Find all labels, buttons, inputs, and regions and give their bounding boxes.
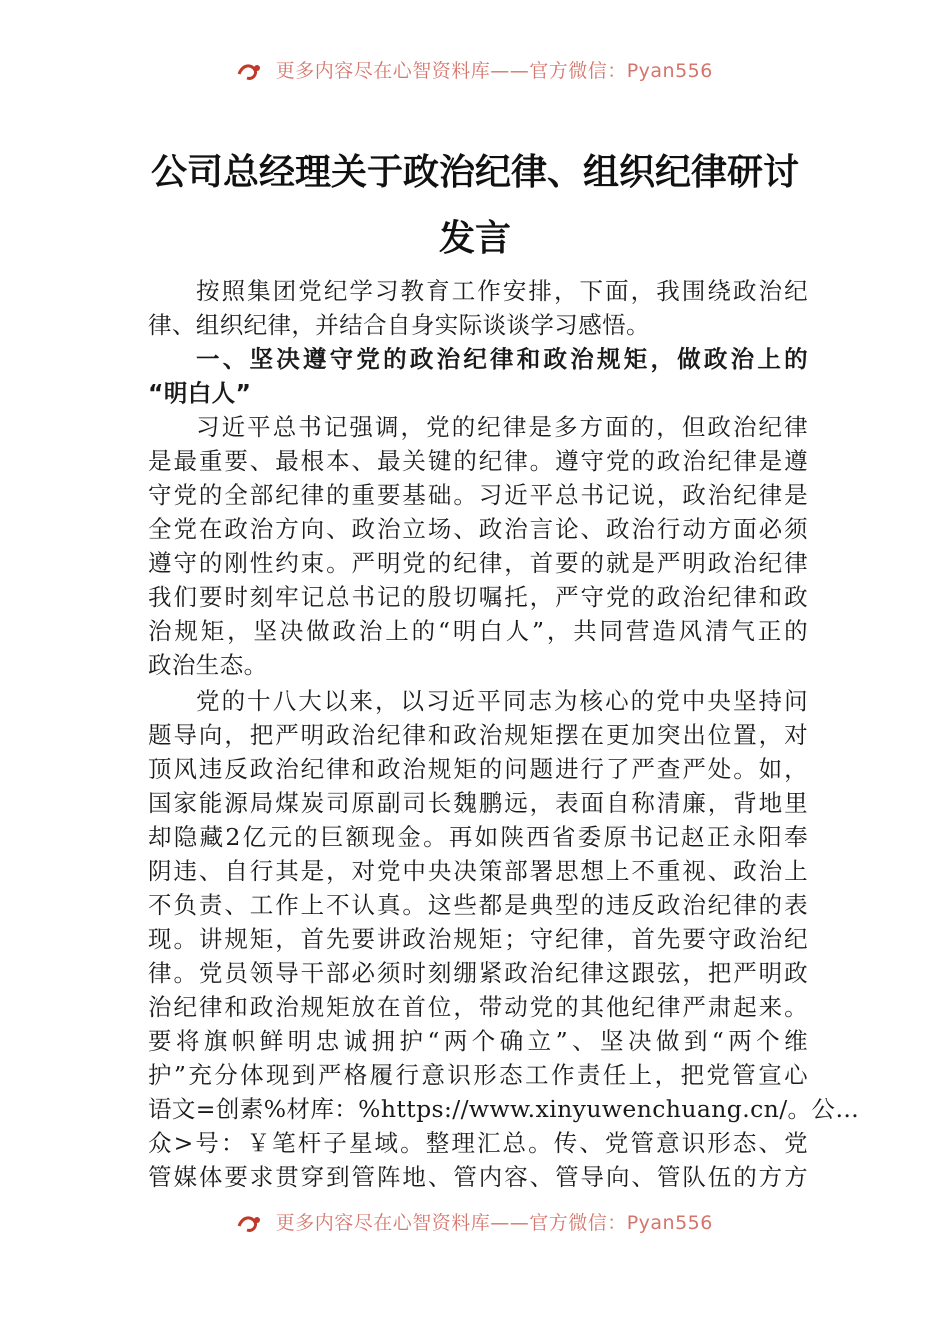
paragraph-line: 按照集团党纪学习教育工作安排，下面，我围绕政治纪	[196, 277, 808, 305]
paragraph-line: 治规矩，坚决做政治上的“明白人”，共同营造风清气正的	[148, 617, 808, 645]
paragraph-line: 却隐藏2亿元的巨额现金。再如陕西省委原书记赵正永阳奉	[148, 823, 808, 851]
paragraph-line: 要将旗帜鲜明忠诚拥护“两个确立”、坚决做到“两个维	[148, 1027, 808, 1055]
paragraph-line: 顶风违反政治纪律和政治规矩的问题进行了严查严处。如，	[148, 755, 808, 783]
paragraph-line: 题导向，把严明政治纪律和政治规矩摆在更加突出位置，对	[148, 721, 808, 749]
paragraph-line: 众>号：￥笔杆子星域。整理汇总。传、党管意识形态、党	[148, 1129, 808, 1157]
paragraph-line: 是最重要、最根本、最关键的纪律。遵守党的政治纪律是遵	[148, 447, 808, 475]
paragraph-line: 遵守的刚性约束。严明党的纪律，首要的就是严明政治纪律	[148, 549, 808, 577]
watermark-text: 更多内容尽在心智资料库——官方微信：Pyan556	[275, 1212, 713, 1234]
paragraph-line: 守党的全部纪律的重要基础。习近平总书记说，政治纪律是	[148, 481, 808, 509]
paragraph-line: 护”充分体现到严格履行意识形态工作责任上，把党管宣心	[148, 1061, 808, 1089]
paragraph-line: 全党在政治方向、政治立场、政治言论、政治行动方面必须	[148, 515, 808, 543]
paragraph-line: 政治生态。	[148, 651, 268, 679]
paragraph-line: 管媒体要求贯穿到管阵地、管内容、管导向、管队伍的方方	[148, 1163, 808, 1191]
brand-logo-icon	[237, 1214, 263, 1234]
paragraph-line: 习近平总书记强调，党的纪律是多方面的，但政治纪律	[196, 413, 808, 441]
paragraph-line: 不负责、工作上不认真。这些都是典型的违反政治纪律的表	[148, 891, 808, 919]
watermark-header	[0, 56, 950, 83]
brand-logo-icon	[237, 62, 263, 82]
paragraph-line: 党的十八大以来，以习近平同志为核心的党中央坚持问	[196, 687, 808, 715]
paragraph-line: 现。讲规矩，首先要讲政治规矩；守纪律，首先要守政治纪	[148, 925, 808, 953]
section-heading-line: “明白人”	[148, 379, 252, 407]
paragraph-line: 阴违、自行其是，对党中央决策部署思想上不重视、政治上	[148, 857, 808, 885]
paragraph-line: 国家能源局煤炭司原副司长魏鹏远，表面自称清廉，背地里	[148, 789, 808, 817]
paragraph-line: 语文=创素%材库：%https://www.xinyuwenchuang.cn/。公…	[148, 1095, 860, 1123]
paragraph-line: 律。党员领导干部必须时刻绷紧政治纪律这跟弦，把严明政	[148, 959, 808, 987]
watermark-text: 更多内容尽在心智资料库——官方微信：Pyan556	[275, 60, 713, 82]
paragraph-line: 我们要时刻牢记总书记的殷切嘱托，严守党的政治纪律和政	[148, 583, 808, 611]
document-title-line-1: 公司总经理关于政治纪律、组织纪律研讨	[150, 151, 799, 193]
document-title-line-2: 发言	[438, 217, 511, 259]
paragraph-line: 治纪律和政治规矩放在首位，带动党的其他纪律严肃起来。	[148, 993, 808, 1021]
paragraph-line: 律、组织纪律，并结合自身实际谈谈学习感悟。	[148, 311, 650, 339]
section-heading-line: 一、坚决遵守党的政治纪律和政治规矩，做政治上的	[196, 345, 808, 373]
watermark-footer	[0, 1208, 950, 1235]
